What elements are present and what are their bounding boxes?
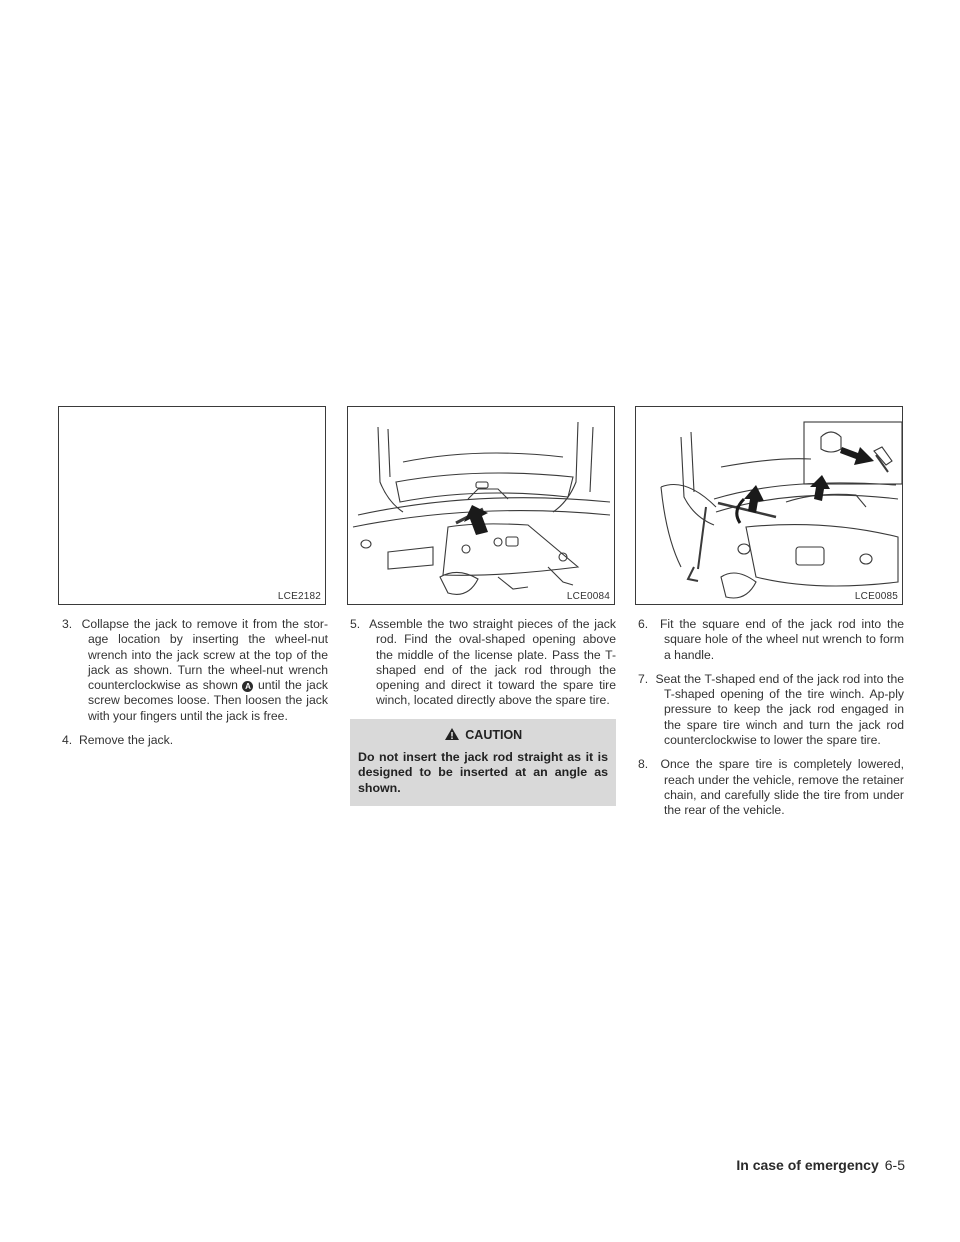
page-footer bbox=[736, 1157, 905, 1173]
step-number: 6. bbox=[638, 617, 649, 631]
rear-bumper-illustration bbox=[348, 407, 614, 604]
step-4 bbox=[62, 733, 328, 748]
step-number: 5. bbox=[350, 617, 361, 631]
caution-title: CAUTION bbox=[465, 727, 523, 742]
step-5 bbox=[350, 617, 616, 709]
step-text: Remove the jack. bbox=[78, 733, 174, 748]
column-1 bbox=[62, 617, 328, 757]
step-8 bbox=[638, 757, 904, 818]
step-6 bbox=[638, 617, 904, 663]
column-2 bbox=[350, 617, 616, 806]
jack-rod-winch-illustration bbox=[636, 407, 902, 604]
step-number: 3. bbox=[62, 617, 73, 631]
step-text: Once the spare tire is completely lowered, reach under the vehicle, remove the retainer chain, and carefully slide the tire from under the rear of the vehicle. bbox=[660, 757, 904, 818]
step-number: 4. bbox=[62, 733, 73, 748]
figure-code: LCE2182 bbox=[277, 591, 321, 602]
step-number: 8. bbox=[638, 757, 649, 772]
figure-code: LCE0085 bbox=[854, 591, 898, 602]
page-number: 6-5 bbox=[884, 1157, 905, 1173]
step-text: Collapse the jack to remove it from the stor-age location by inserting the wheel-nut wrench into the jack screw at the top of the jack as shown. Turn the wheel-nut wrench counterclockwise as shown bbox=[81, 617, 329, 693]
caution-box bbox=[350, 719, 616, 806]
step-7 bbox=[638, 672, 904, 748]
caution-heading bbox=[358, 727, 608, 743]
step-text: Seat the T-shaped end of the jack rod into the T-shaped opening of the tire winch. Ap-ply pressure to keep the jack rod engaged in the spare tire winch and turn the jack rod counterclockwise to lower the spare tire. bbox=[655, 671, 905, 748]
section-title: In case of emergency bbox=[736, 1157, 879, 1173]
step-text: until the jack screw becomes loose. Then loosen the jack with your fingers until the jack is free. bbox=[88, 678, 329, 723]
figure-lce2182 bbox=[58, 406, 326, 605]
step-text: Assemble the two straight pieces of the jack rod. Find the oval-shaped opening above the middle of the license plate. Pass the T-shaped end of the jack rod through the opening and direct it toward the spare tire winch, located directly above the spare tire. bbox=[369, 617, 616, 708]
step-3 bbox=[62, 617, 328, 724]
step-number: 7. bbox=[638, 671, 649, 686]
step-text: Fit the square end of the jack rod into the square hole of the wheel nut wrench to form a handle. bbox=[659, 617, 904, 662]
caution-text: Do not insert the jack rod straight as it is designed to be inserted at an angle as shown. bbox=[358, 750, 608, 795]
callout-a-icon: A bbox=[242, 681, 253, 692]
figure-lce0085 bbox=[635, 406, 903, 605]
figure-code: LCE0084 bbox=[566, 591, 610, 602]
column-3 bbox=[638, 617, 904, 828]
figure-lce0084 bbox=[347, 406, 615, 605]
warning-triangle-icon bbox=[444, 727, 460, 741]
